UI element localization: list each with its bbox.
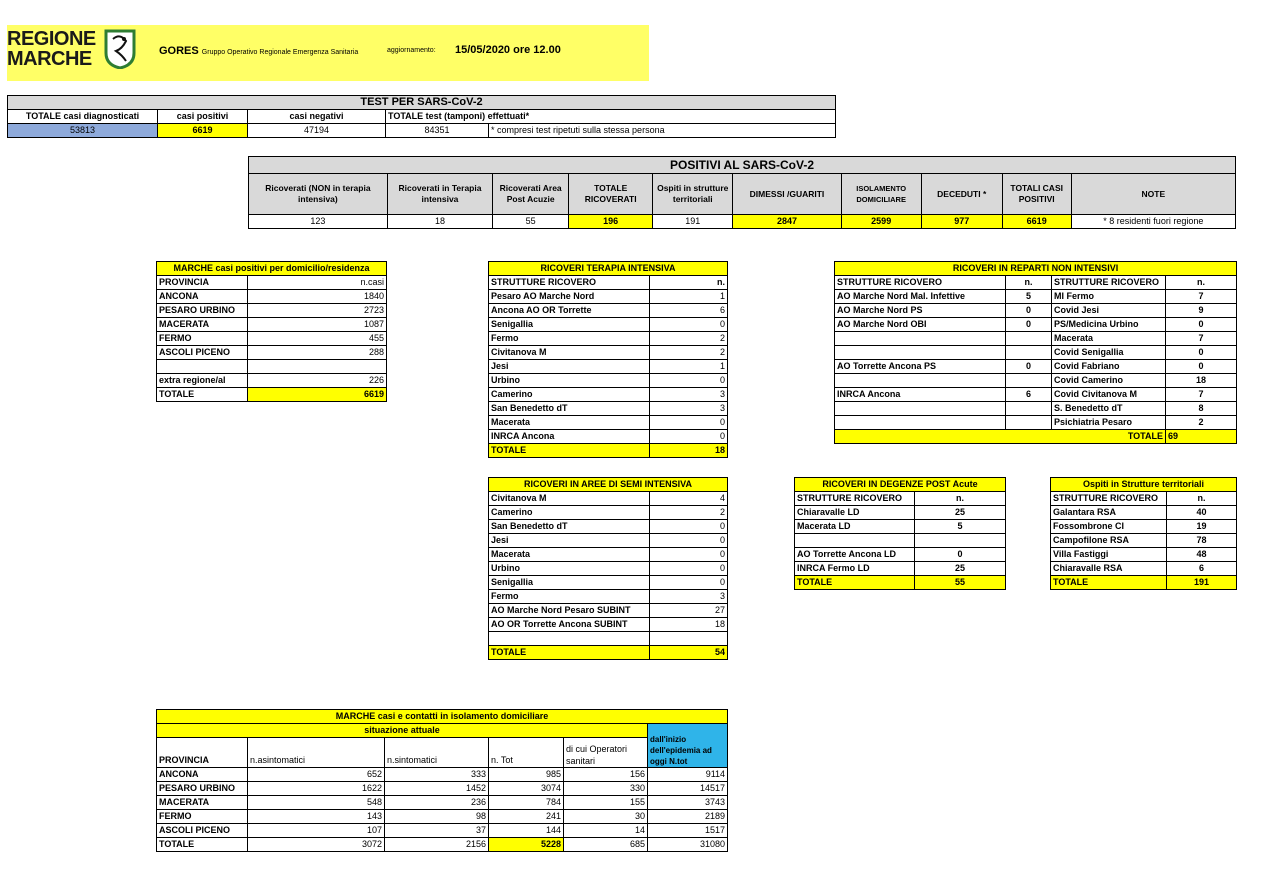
iso-header-cumulative: dall'inizio dell'epidemia ad oggi N.tot — [648, 724, 728, 768]
table-row: MACERATA 548 236 784 155 3743 — [157, 796, 728, 810]
test-table — [7, 95, 836, 138]
table-row: Fossombrone CI 19 — [1051, 520, 1237, 534]
semi-table — [488, 477, 728, 660]
ospiti-col-header: n. — [1167, 492, 1237, 506]
ni-col-header: n. — [1166, 276, 1237, 290]
post-table — [794, 477, 1006, 590]
ni-col-header: STRUTTURE RICOVERO — [835, 276, 1006, 290]
positivi-values-row — [249, 215, 1236, 229]
positivi-header: Ricoverati Area Post Acuzie — [493, 174, 569, 215]
total-row: TOTALE 54 — [489, 646, 728, 660]
table-row: Jesi 1 — [489, 360, 728, 374]
table-row: San Benedetto dT 0 — [489, 520, 728, 534]
table-row: Civitanova M 2 — [489, 346, 728, 360]
table-row: Senigallia 0 — [489, 318, 728, 332]
table-row: Fermo 3 — [489, 590, 728, 604]
iso-subtitle: situazione attuale — [157, 724, 648, 738]
table-row — [489, 632, 728, 646]
table-row: PESARO URBINO 2723 — [157, 304, 387, 318]
table-row — [157, 360, 387, 374]
positivi-header: Ricoverati in Terapia intensiva — [387, 174, 492, 215]
iso-header: PROVINCIA — [157, 738, 248, 768]
test-value-swabs: 84351 — [386, 124, 489, 138]
gores-label: GORES Gruppo Operativo Regionale Emergenza Sanitaria — [159, 45, 359, 57]
table-row: Senigallia 0 — [489, 576, 728, 590]
table-row: PESARO URBINO 1622 1452 3074 330 14517 — [157, 782, 728, 796]
iso-header: n. Tot — [489, 738, 564, 768]
table-row: Macerata 0 — [489, 548, 728, 562]
semi-title: RICOVERI IN AREE DI SEMI INTENSIVA — [489, 478, 728, 492]
table-row — [795, 534, 1006, 548]
test-value-negative: 47194 — [248, 124, 386, 138]
table-row: Camerino 3 — [489, 388, 728, 402]
positivi-header: ISOLAMENTO DOMICILIARE — [841, 174, 921, 215]
test-title-row — [8, 96, 836, 110]
positivi-value: 977 — [921, 215, 1002, 229]
table-row: ANCONA 652 333 985 156 9114 — [157, 768, 728, 782]
table-row: ASCOLI PICENO 107 37 144 14 1517 — [157, 824, 728, 838]
table-row: Ancona AO OR Torrette 6 — [489, 304, 728, 318]
positivi-header: DECEDUTI * — [921, 174, 1002, 215]
table-row: AO Torrette Ancona LD 0 — [795, 548, 1006, 562]
table-row: Chiaravalle LD 25 — [795, 506, 1006, 520]
iso-title: MARCHE casi e contatti in isolamento domiciliare — [157, 710, 728, 724]
table-row: Fermo 2 — [489, 332, 728, 346]
test-value-total-cases: 53813 — [8, 124, 158, 138]
table-row: Macerata 0 — [489, 416, 728, 430]
ti-table — [488, 261, 728, 458]
table-row: INRCA Fermo LD 25 — [795, 562, 1006, 576]
table-row: Urbino 0 — [489, 374, 728, 388]
positivi-title: POSITIVI AL SARS-CoV-2 — [249, 157, 1236, 174]
table-row: AO Marche Nord Pesaro SUBINT 27 — [489, 604, 728, 618]
update-label: aggiornamento: — [387, 47, 436, 54]
table-row: Jesi 0 — [489, 534, 728, 548]
table-row: FERMO 455 — [157, 332, 387, 346]
positivi-note: * 8 residenti fuori regione — [1071, 215, 1235, 229]
regione-marche-logo-text: REGIONE MARCHE — [7, 28, 96, 70]
table-row: Campofilone RSA 78 — [1051, 534, 1237, 548]
total-row: TOTALE 6619 — [157, 388, 387, 402]
positivi-value: 196 — [569, 215, 653, 229]
total-row: TOTALE 18 — [489, 444, 728, 458]
table-row: FERMO 143 98 241 30 2189 — [157, 810, 728, 824]
table-row: Galantara RSA 40 — [1051, 506, 1237, 520]
ospiti-col-header: STRUTTURE RICOVERO — [1051, 492, 1167, 506]
post-col-header: STRUTTURE RICOVERO — [795, 492, 915, 506]
ospiti-table — [1050, 477, 1237, 590]
table-row: ASCOLI PICENO 288 — [157, 346, 387, 360]
province-table — [156, 261, 387, 402]
positivi-header: Ricoverati (NON in terapia intensiva) — [249, 174, 388, 215]
ni-title: RICOVERI IN REPARTI NON INTENSIVI — [835, 262, 1237, 276]
table-row: AO Torrette Ancona PS 0 Covid Fabriano 0 — [835, 360, 1237, 374]
table-row: ANCONA 1840 — [157, 290, 387, 304]
positivi-header: DIMESSI /GUARITI — [733, 174, 841, 215]
test-title: TEST PER SARS-CoV-2 — [8, 96, 836, 110]
update-date: 15/05/2020 ore 12.00 — [455, 44, 561, 56]
positivi-value: 2599 — [841, 215, 921, 229]
header-banner — [7, 25, 649, 81]
post-col-header: n. — [915, 492, 1006, 506]
table-row: MACERATA 1087 — [157, 318, 387, 332]
positivi-value: 2847 — [733, 215, 841, 229]
table-row: Civitanova M 4 — [489, 492, 728, 506]
total-row: TOTALE 191 — [1051, 576, 1237, 590]
iso-header: n.asintomatici — [248, 738, 385, 768]
test-header-negative: casi negativi — [248, 110, 386, 124]
ni-table — [834, 261, 1237, 444]
positivi-value: 55 — [493, 215, 569, 229]
positivi-title-row — [249, 157, 1236, 174]
positivi-value: 6619 — [1002, 215, 1071, 229]
province-col-header: PROVINCIA — [157, 276, 248, 290]
total-row: TOTALE 3072 2156 5228 685 31080 — [157, 838, 728, 852]
iso-table — [156, 709, 728, 852]
test-note: * compresi test ripetuti sulla stessa persona — [489, 124, 836, 138]
ni-col-header: n. — [1006, 276, 1052, 290]
iso-header: di cui Operatori sanitari — [564, 738, 648, 768]
table-row: Chiaravalle RSA 6 — [1051, 562, 1237, 576]
positivi-value: 191 — [653, 215, 733, 229]
positivi-table — [248, 156, 1236, 229]
test-header-positive: casi positivi — [158, 110, 248, 124]
table-row: AO Marche Nord PS 0 Covid Jesi 9 — [835, 304, 1237, 318]
positivi-header: NOTE — [1071, 174, 1235, 215]
province-title: MARCHE casi positivi per domicilio/residenza — [157, 262, 387, 276]
table-row: INRCA Ancona 0 — [489, 430, 728, 444]
ospiti-title: Ospiti in Strutture territoriali — [1051, 478, 1237, 492]
table-row: Psichiatria Pesaro 2 — [835, 416, 1237, 430]
total-row: TOTALE 69 — [835, 430, 1237, 444]
table-row: Villa Fastiggi 48 — [1051, 548, 1237, 562]
table-row: Camerino 2 — [489, 506, 728, 520]
ti-col-header: n. — [650, 276, 728, 290]
table-row: INRCA Ancona 6 Covid Civitanova M 7 — [835, 388, 1237, 402]
regione-marche-shield-icon — [104, 29, 136, 69]
table-row: Urbino 0 — [489, 562, 728, 576]
table-row: Macerata 7 — [835, 332, 1237, 346]
test-header-swabs: TOTALE test (tamponi) effettuati* — [386, 110, 836, 124]
table-row: AO OR Torrette Ancona SUBINT 18 — [489, 618, 728, 632]
positivi-header: TOTALI CASI POSITIVI — [1002, 174, 1071, 215]
positivi-header-row — [249, 174, 1236, 215]
province-col-header: n.casi — [248, 276, 387, 290]
ti-title: RICOVERI TERAPIA INTENSIVA — [489, 262, 728, 276]
test-header-row — [8, 110, 836, 124]
positivi-value: 18 — [387, 215, 492, 229]
iso-header: n.sintomatici — [385, 738, 489, 768]
post-title: RICOVERI IN DEGENZE POST Acute — [795, 478, 1006, 492]
table-row: Pesaro AO Marche Nord 1 — [489, 290, 728, 304]
total-row: TOTALE 55 — [795, 576, 1006, 590]
positivi-header: TOTALE RICOVERATI — [569, 174, 653, 215]
table-row: AO Marche Nord OBI 0 PS/Medicina Urbino 0 — [835, 318, 1237, 332]
table-row: AO Marche Nord Mal. Infettive 5 MI Fermo 7 — [835, 290, 1237, 304]
test-header-total-cases: TOTALE casi diagnosticati — [8, 110, 158, 124]
table-row: San Benedetto dT 3 — [489, 402, 728, 416]
positivi-header: Ospiti in strutture territoriali — [653, 174, 733, 215]
table-row: S. Benedetto dT 8 — [835, 402, 1237, 416]
table-row: Covid Senigallia 0 — [835, 346, 1237, 360]
ni-col-header: STRUTTURE RICOVERO — [1052, 276, 1166, 290]
table-row: Covid Camerino 18 — [835, 374, 1237, 388]
positivi-value: 123 — [249, 215, 388, 229]
test-value-positive: 6619 — [158, 124, 248, 138]
table-row: Macerata LD 5 — [795, 520, 1006, 534]
test-values-row — [8, 124, 836, 138]
ti-col-header: STRUTTURE RICOVERO — [489, 276, 650, 290]
table-row: extra regione/al 226 — [157, 374, 387, 388]
